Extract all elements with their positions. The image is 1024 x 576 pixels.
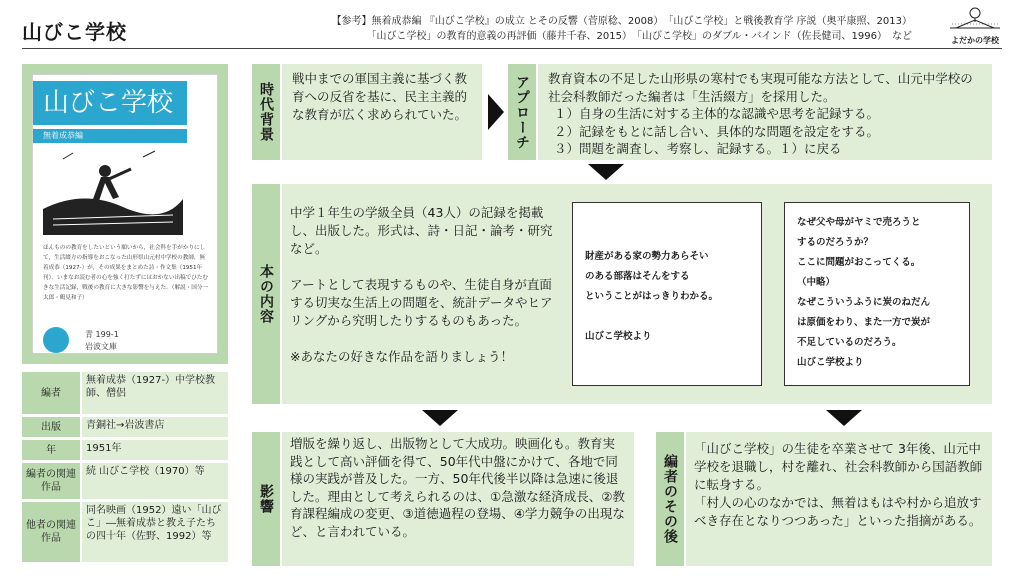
info-value: 青銅社→岩波書店 <box>82 417 228 437</box>
publisher-logo-icon <box>43 327 69 353</box>
aftermath-paragraph: 「山びこ学校」の生徒を卒業させて 3年後、山元中学校を退職し，村を離れ、社会科教師から国語教師に転身する。 <box>694 441 983 492</box>
content-note: ※あなたの好きな作品を語りましょう！ <box>290 349 513 364</box>
school-building-icon <box>944 6 1006 36</box>
quote-box <box>572 202 762 386</box>
logo-text: よだかの学校 <box>951 36 999 45</box>
cover-publisher: 岩波文庫 <box>85 342 117 351</box>
quote-line: のある部落はそんをする <box>585 271 690 282</box>
content-paragraph: アートとして表現するものや、生徒自身が直面する切実な生活上の問題を、統計データやヒアリングから究明したりするものもあった。 <box>290 277 553 328</box>
quote-line: するのだろうか？ <box>797 237 874 248</box>
quote-line: なぜ父や母がヤミで売ろうと <box>797 217 921 228</box>
impact-label: 影響 <box>252 432 280 566</box>
cover-illustration <box>43 149 183 235</box>
info-row-year <box>22 440 228 460</box>
arrow-down-icon <box>826 410 862 426</box>
info-key: 編者 <box>22 372 80 414</box>
quote-box <box>784 202 970 386</box>
quote-source: 山びこ学校より <box>797 357 864 368</box>
info-table <box>22 372 228 565</box>
approach-label: アプローチ <box>508 64 536 160</box>
references <box>262 14 912 44</box>
reference-line: 「山びこ学校」の教育的意義の再評価（藤井千春、2015） 「山びこ学校」のダブル・バインド（佐長健司、1996） など <box>366 31 912 42</box>
approach-step: １）自身の生活に対する主体的な認識や思考を記録する。 <box>554 106 880 121</box>
book-cover <box>32 74 218 354</box>
aftermath-paragraph: 「村人の心のなかでは、無着はもはや村から追放すべき存在となりつつあった」といった指摘がある。 <box>694 495 982 528</box>
info-row-publisher <box>22 417 228 437</box>
info-value: 続 山びこ学校（1970）等 <box>82 463 228 499</box>
background-label: 時代背景 <box>252 64 280 160</box>
reference-line: 【参考】無着成恭編 『山びこ学校』の成立 とその反響（菅原稔、2008） 「山びこ学校」と戦後教育学 序説（奥平康照、2013） <box>331 16 912 27</box>
approach-text <box>538 64 992 160</box>
approach-step: ２）記録をもとに話し合い、具体的な問題を設定をする。 <box>554 123 880 139</box>
quote-line: （中略） <box>797 277 836 288</box>
impact-text: 増版を繰り返し、出版物として大成功。映画化も。教育実践として高い評価を得て、50年代中盤にかけて、各地で同様の実践が普及した。一方、50年代後半以降は急速に後退した。理由として考えられるのは、①急激な経済成長、②教育課程編成の変更、③道徳過程の登場、④学力競争の出現など、と言われている。 <box>282 432 634 566</box>
arrow-down-icon <box>588 164 624 180</box>
info-key: 編者の関連作品 <box>22 463 80 499</box>
background-text: 戦中までの軍国主義に基づく教育への反省を基に、民主主義的な教育が広く求められていた。 <box>282 64 482 160</box>
quote-line: ここに問題がおこってくる。 <box>797 257 921 268</box>
info-value: 無着成恭（1927-）中学校教師、僧侶 <box>82 372 228 414</box>
content-label: 本の内容 <box>252 184 280 404</box>
page-title: 山びこ学校 <box>22 20 127 44</box>
cover-description: ほんものの教育をしたいという願いから，社会科を手がかりにして，生活綴方の指導をおこなった山形県山元村中学校の教師，無着成恭（1927-）が，その成果をまとめた詩・作文集（1951年刊）．いまなお読む者の心を強く打たずにはおかない出稿でひたむきな生活記録，戦後の教育に大きな影響を与えた．（解説・国分一太郎・鶴見和子） <box>43 245 209 301</box>
info-value: 1951年 <box>82 440 228 460</box>
content-text <box>290 204 562 366</box>
quote-line: 財産がある家の勢力あらそい <box>585 251 709 262</box>
quote-source: 山びこ学校より <box>585 331 652 342</box>
info-row-editor-works <box>22 463 228 499</box>
info-row-other-works <box>22 502 228 562</box>
info-key: 年 <box>22 440 80 460</box>
aftermath-label: 編者のその後 <box>656 432 684 566</box>
book-cover-panel <box>22 64 228 364</box>
content-paragraph: 中学１年生の学級全員（43人）の記録を掲載し、出版した。形式は、詩・日記・論考・研究など。 <box>290 205 553 256</box>
approach-intro: 教育資本の不足した山形県の寒村でも実現可能な方法として、山元中学校の社会科教師だった編者は「生活綴方」を採用した。 <box>548 71 973 104</box>
quote-line: は原価をわり、また一方で炭が <box>797 317 931 328</box>
info-key: 出版 <box>22 417 80 437</box>
cover-title: 山びこ学校 <box>33 81 187 125</box>
quote-line: 不足しているのだろう。 <box>797 337 902 348</box>
approach-step: ３）問題を調査し、考察し、記録する。１）に戻る <box>554 141 842 156</box>
info-key: 他者の関連作品 <box>22 502 80 562</box>
cover-subtitle: 無着成恭編 <box>33 129 187 143</box>
info-row-editor <box>22 372 228 414</box>
info-value: 同名映画（1952）遠い「山びこ」―無着成恭と教え子たちの四十年（佐野、1992）等 <box>82 502 228 562</box>
header-divider <box>22 48 1002 49</box>
cover-code: 青 199-1 <box>85 330 119 339</box>
quote-line: なぜこういうふうに炭のねだん <box>797 297 931 308</box>
aftermath-text <box>686 432 992 566</box>
logo <box>944 6 1006 46</box>
quote-line: ということがはっきりわかる。 <box>585 291 719 302</box>
arrow-down-icon <box>422 410 458 426</box>
arrow-right-icon <box>488 94 504 130</box>
